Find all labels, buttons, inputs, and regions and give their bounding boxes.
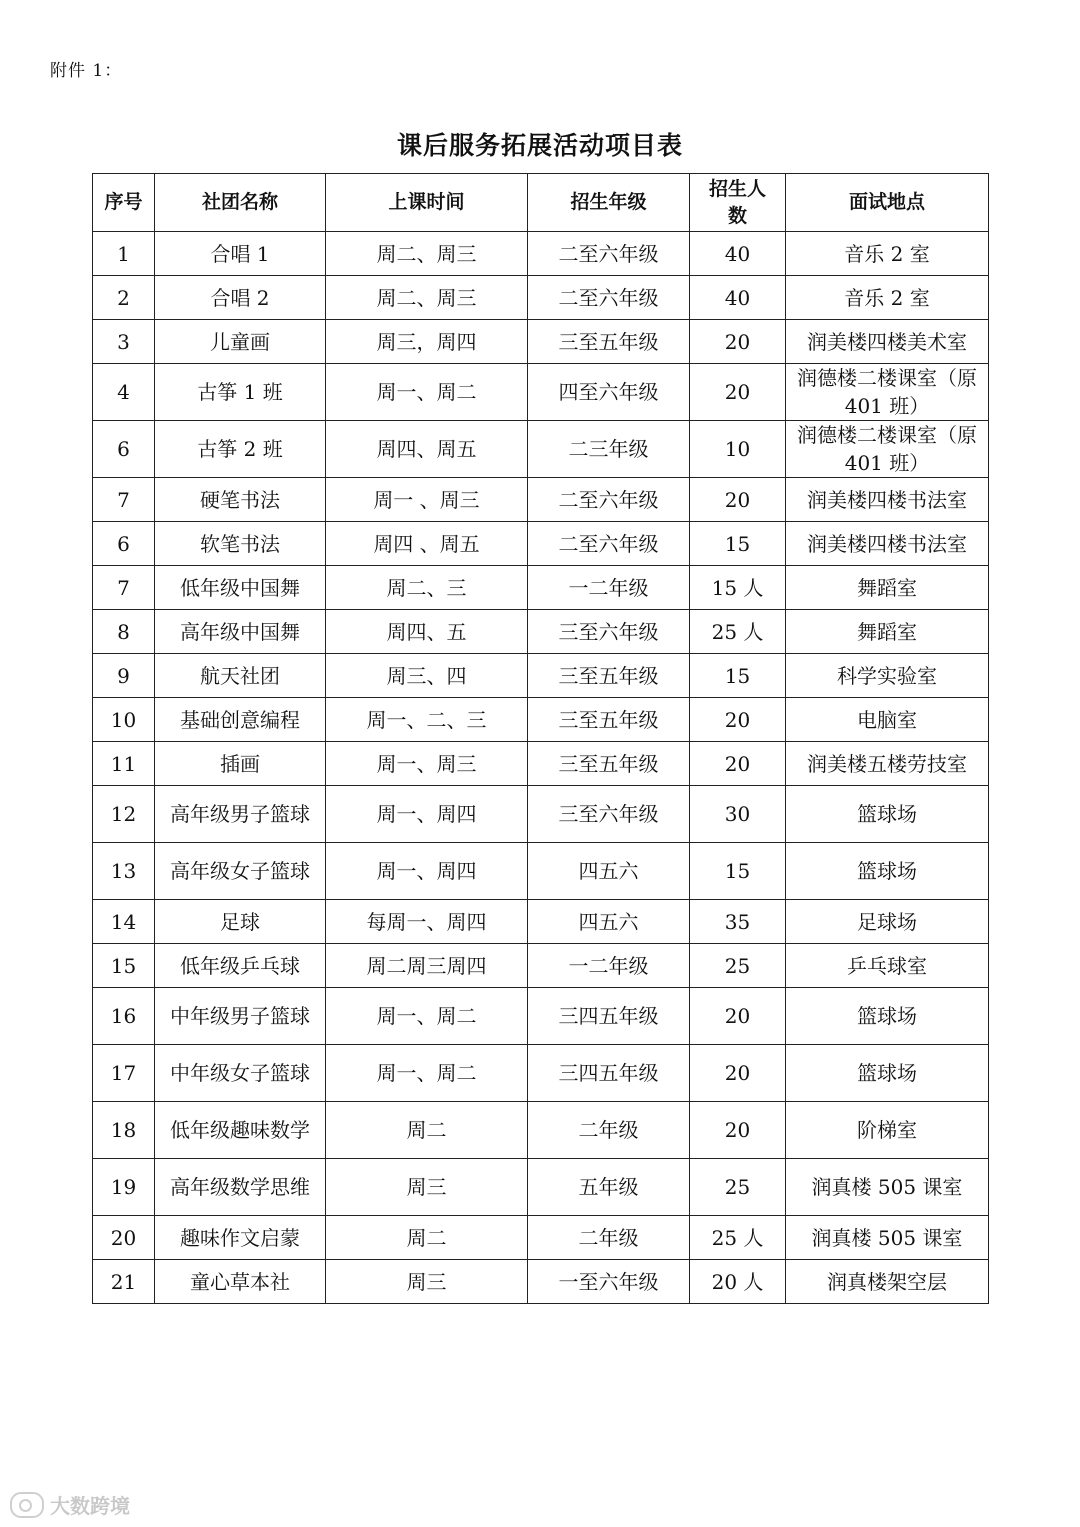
cell-name: 基础创意编程: [155, 698, 326, 742]
cell-time: 周一、周三: [326, 742, 528, 786]
cell-grade: 二至六年级: [528, 232, 690, 276]
cell-place: 篮球场: [786, 988, 989, 1045]
cell-place: 科学实验室: [786, 654, 989, 698]
cell-no: 3: [93, 320, 155, 364]
cell-time: 周二、周三: [326, 232, 528, 276]
cell-time: 周一、周二: [326, 364, 528, 421]
cell-place: 篮球场: [786, 843, 989, 900]
cell-grade: 三至五年级: [528, 698, 690, 742]
cell-no: 12: [93, 786, 155, 843]
cell-count: 25 人: [690, 1216, 786, 1260]
table-row: [93, 654, 989, 698]
cell-place: 润德楼二楼课室（原 401 班）: [786, 364, 989, 421]
cell-time: 周四、五: [326, 610, 528, 654]
cell-time: 周三: [326, 1260, 528, 1304]
cell-count: 10: [690, 421, 786, 478]
cell-no: 11: [93, 742, 155, 786]
watermark-logo-icon: [10, 1492, 44, 1518]
cell-time: 周二、周三: [326, 276, 528, 320]
table-row: [93, 478, 989, 522]
cell-count: 20: [690, 698, 786, 742]
table-row: [93, 610, 989, 654]
cell-place: 舞蹈室: [786, 610, 989, 654]
cell-time: 周一、二、三: [326, 698, 528, 742]
cell-name: 软笔书法: [155, 522, 326, 566]
cell-no: 21: [93, 1260, 155, 1304]
col-header-place: 面试地点: [786, 174, 989, 232]
cell-place: 足球场: [786, 900, 989, 944]
cell-time: 周一 、周三: [326, 478, 528, 522]
cell-count: 15: [690, 843, 786, 900]
table-row: [93, 566, 989, 610]
cell-time: 周三、四: [326, 654, 528, 698]
cell-no: 6: [93, 421, 155, 478]
header-row: [93, 174, 989, 232]
watermark-text: 大数跨境: [50, 1494, 130, 1518]
cell-grade: 一至六年级: [528, 1260, 690, 1304]
cell-place: 润德楼二楼课室（原 401 班）: [786, 421, 989, 478]
cell-name: 硬笔书法: [155, 478, 326, 522]
cell-count: 25 人: [690, 610, 786, 654]
cell-place: 润美楼五楼劳技室: [786, 742, 989, 786]
table-row: [93, 1216, 989, 1260]
cell-place: 舞蹈室: [786, 566, 989, 610]
table-row: [93, 1102, 989, 1159]
cell-count: 15: [690, 654, 786, 698]
cell-time: 周四、周五: [326, 421, 528, 478]
cell-name: 合唱 2: [155, 276, 326, 320]
table-row: [93, 522, 989, 566]
col-header-name: 社团名称: [155, 174, 326, 232]
cell-name: 童心草本社: [155, 1260, 326, 1304]
cell-count: 20 人: [690, 1260, 786, 1304]
cell-no: 20: [93, 1216, 155, 1260]
cell-count: 20: [690, 320, 786, 364]
cell-name: 中年级男子篮球: [155, 988, 326, 1045]
cell-place: 润美楼四楼书法室: [786, 522, 989, 566]
table-row: [93, 1045, 989, 1102]
cell-time: 每周一、周四: [326, 900, 528, 944]
cell-count: 25: [690, 944, 786, 988]
col-header-grade: 招生年级: [528, 174, 690, 232]
table-row: [93, 843, 989, 900]
cell-place: 润真楼架空层: [786, 1260, 989, 1304]
cell-grade: 三至五年级: [528, 742, 690, 786]
cell-place: 润真楼 505 课室: [786, 1159, 989, 1216]
cell-no: 8: [93, 610, 155, 654]
cell-time: 周二: [326, 1216, 528, 1260]
cell-name: 低年级乒乓球: [155, 944, 326, 988]
cell-count: 20: [690, 478, 786, 522]
cell-count: 40: [690, 276, 786, 320]
cell-no: 2: [93, 276, 155, 320]
cell-time: 周一、周四: [326, 786, 528, 843]
cell-count: 20: [690, 364, 786, 421]
cell-no: 4: [93, 364, 155, 421]
cell-grade: 三至五年级: [528, 654, 690, 698]
table-row: [93, 698, 989, 742]
table-row: [93, 232, 989, 276]
cell-place: 乒乓球室: [786, 944, 989, 988]
cell-name: 高年级中国舞: [155, 610, 326, 654]
cell-place: 润美楼四楼美术室: [786, 320, 989, 364]
cell-name: 古筝 2 班: [155, 421, 326, 478]
cell-grade: 二至六年级: [528, 522, 690, 566]
table-row: [93, 786, 989, 843]
cell-time: 周一、周二: [326, 988, 528, 1045]
cell-name: 高年级男子篮球: [155, 786, 326, 843]
cell-name: 插画: [155, 742, 326, 786]
cell-count: 20: [690, 988, 786, 1045]
cell-count: 40: [690, 232, 786, 276]
cell-name: 趣味作文启蒙: [155, 1216, 326, 1260]
table-row: [93, 1159, 989, 1216]
cell-name: 高年级女子篮球: [155, 843, 326, 900]
cell-place: 音乐 2 室: [786, 276, 989, 320]
cell-no: 17: [93, 1045, 155, 1102]
cell-grade: 四至六年级: [528, 364, 690, 421]
cell-count: 20: [690, 742, 786, 786]
table-row: [93, 421, 989, 478]
cell-no: 9: [93, 654, 155, 698]
attachment-label: 附件 1：: [50, 61, 123, 81]
table-row: [93, 320, 989, 364]
cell-time: 周二、三: [326, 566, 528, 610]
cell-name: 古筝 1 班: [155, 364, 326, 421]
cell-no: 18: [93, 1102, 155, 1159]
cell-count: 25: [690, 1159, 786, 1216]
cell-grade: 二至六年级: [528, 276, 690, 320]
cell-no: 19: [93, 1159, 155, 1216]
cell-name: 高年级数学思维: [155, 1159, 326, 1216]
cell-grade: 二至六年级: [528, 478, 690, 522]
cell-time: 周一、周二: [326, 1045, 528, 1102]
cell-no: 16: [93, 988, 155, 1045]
cell-count: 30: [690, 786, 786, 843]
cell-place: 篮球场: [786, 786, 989, 843]
cell-name: 合唱 1: [155, 232, 326, 276]
cell-place: 润美楼四楼书法室: [786, 478, 989, 522]
cell-name: 中年级女子篮球: [155, 1045, 326, 1102]
cell-grade: 三至六年级: [528, 610, 690, 654]
cell-grade: 二年级: [528, 1216, 690, 1260]
col-header-count: 招生人数: [690, 174, 786, 232]
cell-name: 儿童画: [155, 320, 326, 364]
cell-no: 15: [93, 944, 155, 988]
cell-grade: 一二年级: [528, 566, 690, 610]
activity-table: [92, 173, 989, 1304]
cell-grade: 三至五年级: [528, 320, 690, 364]
cell-time: 周三，周四: [326, 320, 528, 364]
cell-no: 1: [93, 232, 155, 276]
cell-no: 13: [93, 843, 155, 900]
cell-name: 低年级趣味数学: [155, 1102, 326, 1159]
cell-time: 周四 、周五: [326, 522, 528, 566]
cell-time: 周一、周四: [326, 843, 528, 900]
cell-place: 电脑室: [786, 698, 989, 742]
cell-name: 航天社团: [155, 654, 326, 698]
cell-grade: 二年级: [528, 1102, 690, 1159]
col-header-time: 上课时间: [326, 174, 528, 232]
cell-grade: 三四五年级: [528, 1045, 690, 1102]
cell-no: 6: [93, 522, 155, 566]
cell-time: 周二: [326, 1102, 528, 1159]
cell-count: 15: [690, 522, 786, 566]
cell-grade: 一二年级: [528, 944, 690, 988]
col-header-no: 序号: [93, 174, 155, 232]
cell-place: 音乐 2 室: [786, 232, 989, 276]
cell-count: 20: [690, 1102, 786, 1159]
table-row: [93, 944, 989, 988]
cell-no: 10: [93, 698, 155, 742]
cell-grade: 五年级: [528, 1159, 690, 1216]
cell-time: 周三: [326, 1159, 528, 1216]
table-row: [93, 364, 989, 421]
cell-name: 足球: [155, 900, 326, 944]
cell-no: 7: [93, 478, 155, 522]
table-row: [93, 988, 989, 1045]
cell-name: 低年级中国舞: [155, 566, 326, 610]
table-row: [93, 900, 989, 944]
cell-place: 润真楼 505 课室: [786, 1216, 989, 1260]
table-row: [93, 1260, 989, 1304]
page-title: 课后服务拓展活动项目表: [396, 131, 683, 160]
cell-no: 7: [93, 566, 155, 610]
cell-time: 周二周三周四: [326, 944, 528, 988]
cell-grade: 三至六年级: [528, 786, 690, 843]
cell-count: 35: [690, 900, 786, 944]
cell-grade: 四五六: [528, 900, 690, 944]
cell-grade: 四五六: [528, 843, 690, 900]
table-row: [93, 276, 989, 320]
watermark: [10, 1490, 130, 1519]
cell-place: 篮球场: [786, 1045, 989, 1102]
cell-count: 20: [690, 1045, 786, 1102]
cell-count: 15 人: [690, 566, 786, 610]
cell-grade: 三四五年级: [528, 988, 690, 1045]
cell-no: 14: [93, 900, 155, 944]
cell-place: 阶梯室: [786, 1102, 989, 1159]
cell-grade: 二三年级: [528, 421, 690, 478]
table-row: [93, 742, 989, 786]
